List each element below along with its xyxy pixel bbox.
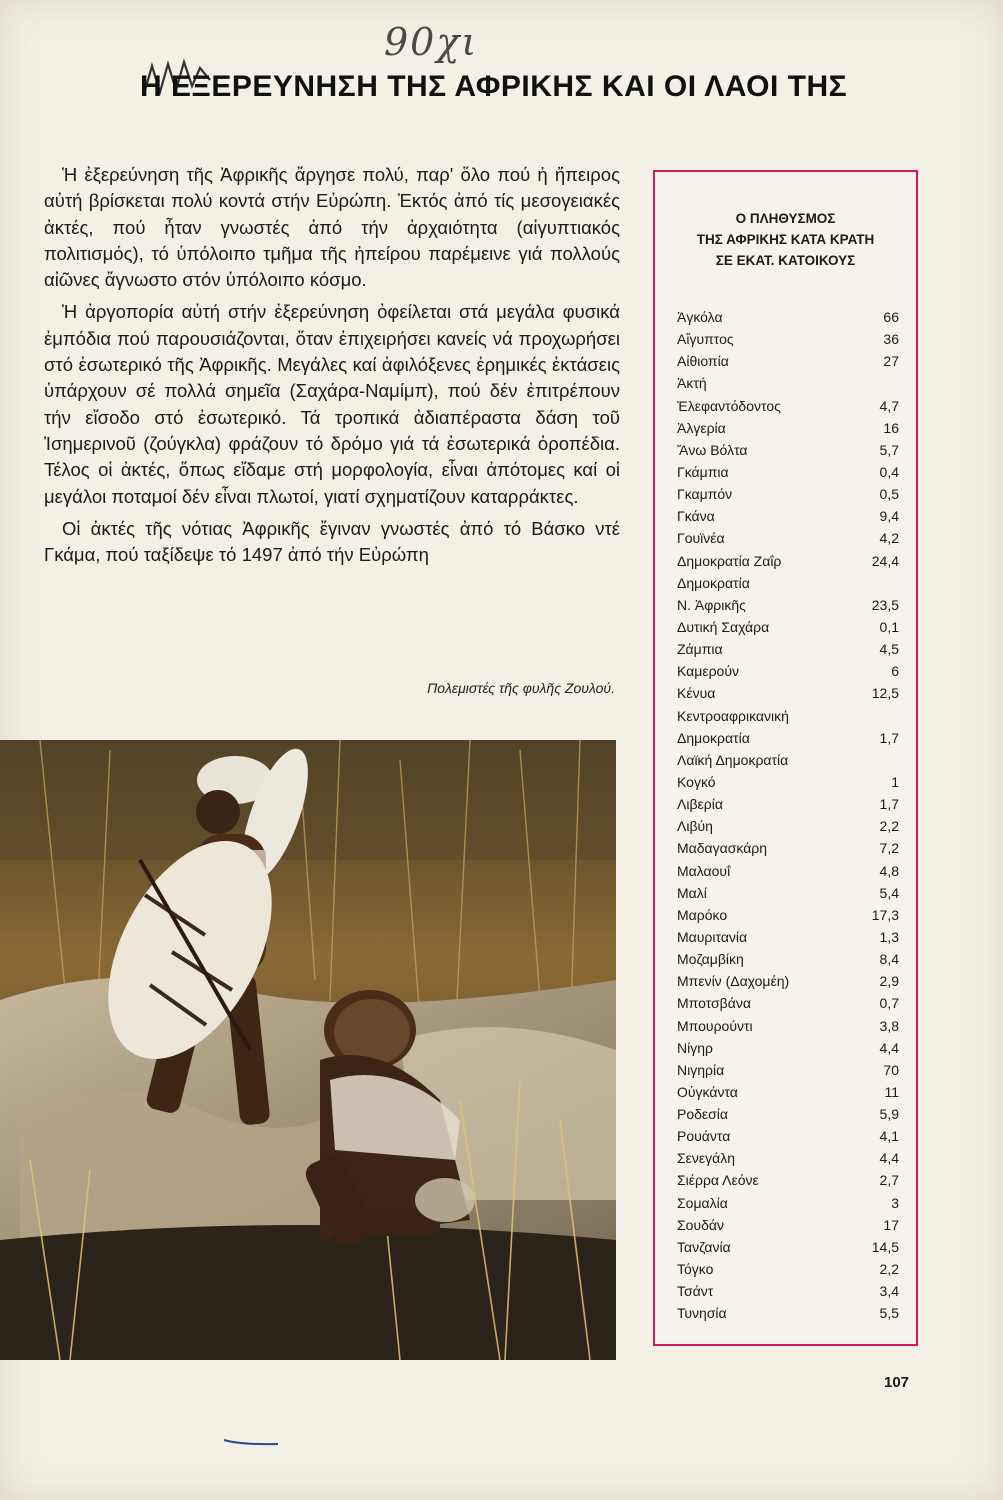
table-row <box>677 926 899 948</box>
population-value: 1,7 <box>879 729 899 746</box>
country-name: Μαυριτανία <box>677 928 748 945</box>
country-name: Μαλαουΐ <box>677 862 731 879</box>
table-row <box>677 1015 899 1037</box>
country-name: Μοζαμβίκη <box>677 951 744 968</box>
country-name: Ν. Ἀφρικῆς <box>677 596 746 613</box>
country-name: Τανζανία <box>677 1238 731 1255</box>
population-value: 4,5 <box>879 641 899 658</box>
country-name: Ἀκτή <box>677 375 707 392</box>
country-name: Τόγκο <box>677 1261 714 1278</box>
country-name: Κογκό <box>677 773 716 790</box>
table-title <box>655 208 916 271</box>
article-body <box>44 162 620 574</box>
table-row <box>677 1081 899 1103</box>
table-row <box>677 705 899 727</box>
country-name: Σομαλία <box>677 1194 728 1211</box>
table-row <box>677 815 899 837</box>
table-row <box>677 350 899 372</box>
table-row <box>677 328 899 350</box>
country-name: Καμερούν <box>677 663 739 680</box>
table-row <box>677 749 899 771</box>
population-value: 17 <box>883 1216 899 1233</box>
population-value: 7,2 <box>879 840 899 857</box>
population-value: 2,9 <box>879 973 899 990</box>
population-value: 3 <box>891 1194 899 1211</box>
population-value: 9,4 <box>879 508 899 525</box>
population-value: 0,5 <box>879 486 899 503</box>
population-value: 5,9 <box>879 1106 899 1123</box>
country-name: Γκαμπόν <box>677 486 733 503</box>
population-value: 6 <box>891 663 899 680</box>
country-name: Τυνησία <box>677 1305 727 1322</box>
table-row <box>677 550 899 572</box>
country-name: Νιγηρία <box>677 1061 725 1078</box>
country-name: Ζάμπια <box>677 641 723 658</box>
population-value: 4,7 <box>879 397 899 414</box>
country-name: Μαρόκο <box>677 906 728 923</box>
country-name: Τσάντ <box>677 1283 714 1300</box>
table-rows <box>677 306 899 1324</box>
table-title-line: ΣΕ ΕΚΑΤ. ΚΑΤΟΙΚΟΥΣ <box>715 253 856 268</box>
table-row <box>677 306 899 328</box>
population-value: 36 <box>883 331 899 348</box>
country-name: Λιβερία <box>677 796 723 813</box>
population-value: 1,3 <box>879 928 899 945</box>
country-name: Κεντροαφρικανική <box>677 707 789 724</box>
country-name: Γουϊνέα <box>677 530 725 547</box>
table-row <box>677 483 899 505</box>
population-value: 3,4 <box>879 1283 899 1300</box>
population-value: 66 <box>883 309 899 325</box>
population-table <box>653 170 918 1346</box>
table-title-line: ΤΗΣ ΑΦΡΙΚΗΣ ΚΑΤΑ ΚΡΑΤΗ <box>696 232 875 247</box>
country-name: Μπουρούντι <box>677 1017 753 1034</box>
country-name: Μαλί <box>677 884 707 901</box>
population-value: 0,7 <box>879 995 899 1012</box>
population-value: 11 <box>884 1083 899 1100</box>
country-name: Αἴγυπτος <box>677 331 734 348</box>
table-row <box>677 727 899 749</box>
table-row <box>677 395 899 417</box>
table-row <box>677 1169 899 1191</box>
country-name: Δυτική Σαχάρα <box>677 618 770 635</box>
table-row <box>677 1147 899 1169</box>
table-row <box>677 1037 899 1059</box>
article-paragraph: Ἡ ἐξερεύνηση τῆς Ἀφρικῆς ἄργησε πολύ, παρ' ὅλο πού ἡ ἤπειρος αὐτή βρίσκεται πολύ κοντά στήν Εὐρώπη. Ἐκτός ἀπό τίς μεσογειακές ἀκτές, πού ἦταν γνωστές ἀπό τήν ἀρχαιότητα (αἰγυπτιακός πολιτισμός), τό ὑπόλοιπο τμῆμα τῆς ἠπείρου παρέμεινε γιά πολλούς αἰῶνες ἄγνωστο στόν ὑπόλοιπο κόσμο. <box>44 164 620 291</box>
table-row <box>677 1258 899 1280</box>
table-row <box>677 1192 899 1214</box>
population-value: 16 <box>883 419 899 436</box>
country-name: Μποτσβάνα <box>677 995 751 1012</box>
table-row <box>677 970 899 992</box>
table-row <box>677 1059 899 1081</box>
country-name: Ἐλεφαντόδοντος <box>677 397 781 414</box>
article-paragraph: Οἱ ἀκτές τῆς νότιας Ἀφρικῆς ἔγιναν γνωστές ἀπό τό Βάσκο ντέ Γκάμα, πού ταξίδεψε τό 1497 ἀπό τήν Εὐρώπη <box>44 517 620 566</box>
country-name: Μαδαγασκάρη <box>677 840 768 857</box>
population-value: 0,4 <box>879 463 899 480</box>
table-row <box>677 594 899 616</box>
country-name: Γκάμπια <box>677 463 729 480</box>
population-value: 23,5 <box>871 596 899 613</box>
zulu-warriors-photo <box>0 740 616 1360</box>
country-name: Δημοκρατία Ζαΐρ <box>677 552 782 569</box>
population-value: 4,4 <box>879 1039 899 1056</box>
population-value: 5,4 <box>879 884 899 901</box>
table-row <box>677 638 899 660</box>
photo-caption: Πολεμιστές τῆς φυλῆς Ζουλού. <box>427 680 615 696</box>
table-row <box>677 948 899 970</box>
population-value: 2,2 <box>879 1261 899 1278</box>
population-value: 14,5 <box>871 1238 899 1255</box>
country-name: Δημοκρατία <box>677 729 750 746</box>
population-value: 24,4 <box>871 552 899 569</box>
table-row <box>677 572 899 594</box>
population-value: 4,2 <box>879 530 899 547</box>
table-row <box>677 771 899 793</box>
population-value: 17,3 <box>871 906 899 923</box>
population-value: 70 <box>883 1061 899 1078</box>
page-title: Η ΕΞΕΡΕΥΝΗΣΗ ΤΗΣ ΑΦΡΙΚΗΣ ΚΑΙ ΟΙ ΛΑΟΙ ΤΗΣ <box>140 70 848 103</box>
pen-mark <box>222 1436 280 1448</box>
country-name: Λαϊκή Δημοκρατία <box>677 751 789 768</box>
page-number: 107 <box>884 1374 910 1391</box>
population-value: 1 <box>891 773 899 790</box>
country-name: Σενεγάλη <box>677 1150 736 1167</box>
table-row <box>677 1280 899 1302</box>
table-row <box>677 837 899 859</box>
table-row <box>677 1236 899 1258</box>
table-row <box>677 505 899 527</box>
country-name: Οὐγκάντα <box>677 1083 738 1100</box>
country-name: Ρουάντα <box>677 1128 731 1145</box>
country-name: Σουδάν <box>677 1216 724 1233</box>
population-value: 5,5 <box>879 1305 899 1322</box>
table-row <box>677 682 899 704</box>
country-name: Ἄνω Βόλτα <box>677 441 748 458</box>
population-value: 4,1 <box>879 1128 899 1145</box>
country-name: Γκάνα <box>677 508 715 525</box>
population-value: 2,2 <box>879 818 899 835</box>
population-value: 0,1 <box>879 618 899 635</box>
table-row <box>677 461 899 483</box>
population-value: 4,8 <box>879 862 899 879</box>
country-name: Ἀγκόλα <box>677 309 723 325</box>
population-value: 2,7 <box>879 1172 899 1189</box>
country-name: Κένυα <box>677 685 716 702</box>
population-value: 8,4 <box>879 951 899 968</box>
table-row <box>677 439 899 461</box>
population-value: 5,7 <box>879 441 899 458</box>
article-paragraph: Ἡ ἀργοπορία αὐτή στήν ἐξερεύνηση ὀφείλεται στά μεγάλα φυσικά ἐμπόδια πού παρουσιάζονται, ὅταν ἐπιχειρήσει κανείς νά προχωρήσει στό ἐσωτερικό τῆς Ἀφρικῆς. Μεγάλες καί ἀφιλόξενες ἐρημικές ἐκτάσεις ὑπάρχουν σέ πολλά σημεῖα (Σαχάρα-Ναμίμπ), πού δέν ἐπιτρέπουν τήν εἴσοδο στό ἐσωτερικό. Τά τροπικά ἀδιαπέραστα δάση τοῦ Ἰσημερινοῦ (ζούγκλα) φράζουν τό δρόμο γιά τά ἐσωτερικά ὀροπέδια. Τέλος οἱ ἀκτές, ὅπως εἴδαμε στή μορφολογία, εἶναι ἀπότομες καί οἱ μεγάλοι ποταμοί δέν εἶναι πλωτοί, γιατί σχηματίζουν καταρράκτες. <box>44 301 620 507</box>
table-row <box>677 793 899 815</box>
table-title-line: Ο ΠΛΗΘΥΣΜΟΣ <box>735 211 836 226</box>
table-row <box>677 1214 899 1236</box>
table-row <box>677 616 899 638</box>
table-row <box>677 860 899 882</box>
country-name: Μπενίν (Δαχομέη) <box>677 973 790 990</box>
table-row <box>677 660 899 682</box>
country-name: Δημοκρατία <box>677 574 750 591</box>
country-name: Ροδεσία <box>677 1106 729 1123</box>
population-value: 27 <box>883 353 899 370</box>
photo-illustration <box>0 740 616 1360</box>
table-row <box>677 904 899 926</box>
country-name: Ἀλγερία <box>677 419 726 436</box>
table-row <box>677 372 899 394</box>
population-value: 4,4 <box>879 1150 899 1167</box>
table-row <box>677 992 899 1014</box>
country-name: Σιέρρα Λεόνε <box>677 1172 759 1189</box>
population-value: 12,5 <box>871 685 899 702</box>
country-name: Λιβύη <box>677 818 713 835</box>
table-row <box>677 1125 899 1147</box>
population-value: 1,7 <box>879 796 899 813</box>
table-row <box>677 1302 899 1324</box>
handwritten-note: 90χι <box>384 20 479 64</box>
table-row <box>677 527 899 549</box>
table-row <box>677 417 899 439</box>
table-row <box>677 1103 899 1125</box>
population-value: 3,8 <box>879 1017 899 1034</box>
table-row <box>677 882 899 904</box>
country-name: Αἰθιοπία <box>677 353 729 370</box>
country-name: Νίγηρ <box>677 1039 713 1056</box>
